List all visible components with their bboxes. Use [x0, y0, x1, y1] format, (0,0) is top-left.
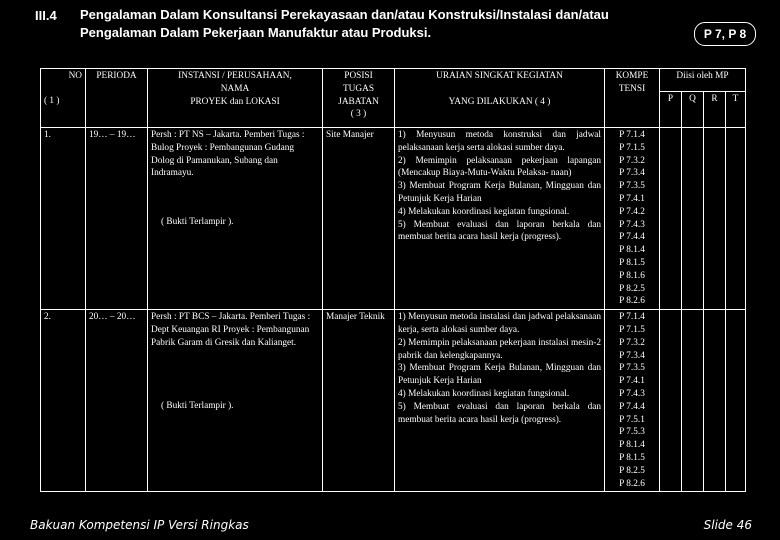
row-instansi-text: Persh : PT NS – Jakarta. Pemberi Tugas : Bulog Proyek : Pembangunan Gudang Dolog di Pamanukan, Subang dan Indramayu. [151, 130, 305, 179]
col-header-instansi [148, 69, 323, 128]
row-cell-p[interactable] [660, 310, 682, 492]
row-cell-t[interactable] [726, 128, 746, 310]
row-cell-q[interactable] [682, 310, 704, 492]
row-kompetensi [605, 310, 660, 492]
kompetensi-code: P 8.1.6 [619, 270, 645, 281]
col-header-periode: PERIODA [86, 69, 148, 128]
table-row [41, 128, 746, 310]
row-cell-t[interactable] [726, 310, 746, 492]
uraian-item: 5) Membuat evaluasi dan laporan berkala dan membuat berita acara hasil kerja (progress). [398, 219, 601, 243]
experience-table [40, 68, 746, 492]
col-header-instansi-1: INSTANSI / PERUSAHAAN, [178, 71, 292, 81]
kompetensi-code: P 7.4.1 [619, 193, 645, 204]
kompetensi-code: P 7.4.4 [619, 232, 645, 243]
kompetensi-code: P 8.1.4 [619, 440, 645, 451]
uraian-item: 3) Membuat Program Kerja Bulanan, Mingguan dan Petunjuk Kerja Harian [398, 363, 601, 387]
kompetensi-code: P 7.1.4 [619, 130, 645, 140]
col-header-no [41, 69, 86, 128]
row-instansi-text: Persh : PT BCS – Jakarta. Pemberi Tugas : Dept Keuangan RI Proyek : Pembangunan Pabrik Garam di Gresik dan Kalianget. [151, 312, 311, 348]
kompetensi-code: P 7.4.4 [619, 401, 645, 412]
col-header-no-sub: ( 1 ) [44, 95, 60, 106]
header-row [41, 69, 746, 92]
col-header-uraian-2: YANG DILAKUKAN ( 4 ) [448, 96, 551, 107]
col-header-posisi [323, 69, 395, 128]
row-instansi [148, 310, 323, 492]
section-number: III.4 [35, 8, 57, 23]
row-periode: 19… – 19… [86, 128, 148, 310]
uraian-item: 2) Memimpin pelaksanaan pekerjaan lapangan (Mencakup Biaya-Mutu-Waktu Pelaksa- naan) [398, 155, 601, 179]
uraian-item: 4) Melakukan koordinasi kegiatan fungsional. [398, 206, 570, 217]
row-cell-q[interactable] [682, 128, 704, 310]
kompetensi-code: P 8.2.5 [619, 465, 645, 476]
kompetensi-code: P 7.4.3 [619, 388, 645, 399]
kompetensi-code: P 7.4.3 [619, 219, 645, 230]
kompetensi-code: P 7.5.3 [619, 427, 645, 438]
row-bukti: ( Bukti Terlampir ). [161, 400, 234, 411]
kompetensi-code: P 7.1.5 [619, 142, 645, 153]
col-header-diisi: Diisi oleh MP [660, 69, 746, 92]
row-posisi: Site Manajer [323, 128, 395, 310]
kompetensi-code: P 7.5.1 [619, 414, 645, 425]
col-header-no-label: NO [68, 71, 82, 81]
kompetensi-code: P 8.2.6 [619, 478, 645, 489]
col-header-posisi-2: TUGAS [343, 83, 374, 94]
slide-title [80, 6, 680, 42]
kompetensi-code: P 8.2.5 [619, 283, 645, 294]
kompetensi-code: P 7.1.5 [619, 324, 645, 335]
kompetensi-code: P 7.3.4 [619, 168, 645, 179]
kompetensi-code: P 8.1.4 [619, 245, 645, 256]
row-cell-p[interactable] [660, 128, 682, 310]
kompetensi-code: P 8.2.6 [619, 296, 645, 307]
uraian-item: 1) Menyusun metoda instalasi dan jadwal pelaksanaan kerja, serta alokasi sumber daya. [398, 312, 601, 335]
row-bukti: ( Bukti Terlampir ). [161, 217, 234, 228]
kompetensi-code: P 7.3.5 [619, 181, 645, 192]
col-header-uraian-1: URAIAN SINGKAT KEGIATAN [436, 71, 563, 81]
uraian-item: 5) Membuat evaluasi dan laporan berkala dan membuat berita acara hasil kerja (progress). [398, 401, 601, 425]
title-line-1: Pengalaman Dalam Konsultansi Perekayasaan dan/atau Konstruksi/Instalasi dan/atau [80, 7, 609, 22]
col-header-posisi-4: ( 3 ) [350, 109, 367, 120]
kompetensi-code: P 7.3.5 [619, 363, 645, 374]
kompetensi-code: P 7.4.1 [619, 376, 645, 387]
kompetensi-code: P 8.1.5 [619, 452, 645, 463]
col-header-kompetensi [605, 69, 660, 128]
col-header-uraian [395, 69, 605, 128]
row-kompetensi [605, 128, 660, 310]
competency-badge: P 7, P 8 [694, 22, 756, 46]
kompetensi-code: P 7.1.4 [619, 312, 645, 323]
footer-document-name: Bakuan Kompetensi IP Versi Ringkas [30, 518, 249, 532]
row-posisi: Manajer Teknik [323, 310, 395, 492]
row-uraian [395, 128, 605, 310]
uraian-item: 2) Memimpin pelaksanaan pekerjaan instalasi mesin-2 pabrik dan kelengkapannya. [398, 337, 601, 361]
row-no: 1. [41, 128, 86, 310]
row-cell-r[interactable] [704, 128, 726, 310]
kompetensi-code: P 7.3.2 [619, 155, 645, 166]
row-no: 2. [41, 310, 86, 492]
uraian-item: 4) Melakukan koordinasi kegiatan fungsional. [398, 388, 570, 399]
col-header-q: Q [682, 92, 704, 128]
col-header-kompetensi-2: TENSI [618, 83, 646, 94]
col-header-posisi-1: POSISI [344, 71, 373, 81]
col-header-p: P [660, 92, 682, 128]
uraian-item: 1) Menyusun metoda konstruksi dan jadwal pelaksanaan kerja serta alokasi sumber daya. [398, 130, 601, 153]
footer-slide-number: Slide 46 [703, 518, 752, 532]
row-uraian [395, 310, 605, 492]
table-row [41, 310, 746, 492]
title-line-2: Pengalaman Dalam Pekerjaan Manufaktur atau Produksi. [80, 25, 432, 40]
kompetensi-code: P 7.4.2 [619, 206, 645, 217]
col-header-posisi-3: JABATAN [338, 96, 379, 107]
col-header-kompetensi-1: KOMPE [615, 71, 649, 81]
row-instansi [148, 128, 323, 310]
row-cell-r[interactable] [704, 310, 726, 492]
kompetensi-code: P 7.3.2 [619, 337, 645, 348]
uraian-item: 3) Membuat Program Kerja Bulanan, Mingguan dan Petunjuk Kerja Harian [398, 181, 601, 204]
col-header-instansi-3: PROYEK dan LOKASI [190, 96, 280, 107]
kompetensi-code: P 8.1.5 [619, 257, 645, 268]
kompetensi-code: P 7.3.4 [619, 350, 645, 361]
col-header-instansi-2: NAMA [220, 83, 250, 94]
row-periode: 20… – 20… [86, 310, 148, 492]
col-header-r: R [704, 92, 726, 128]
col-header-t: T [726, 92, 746, 128]
